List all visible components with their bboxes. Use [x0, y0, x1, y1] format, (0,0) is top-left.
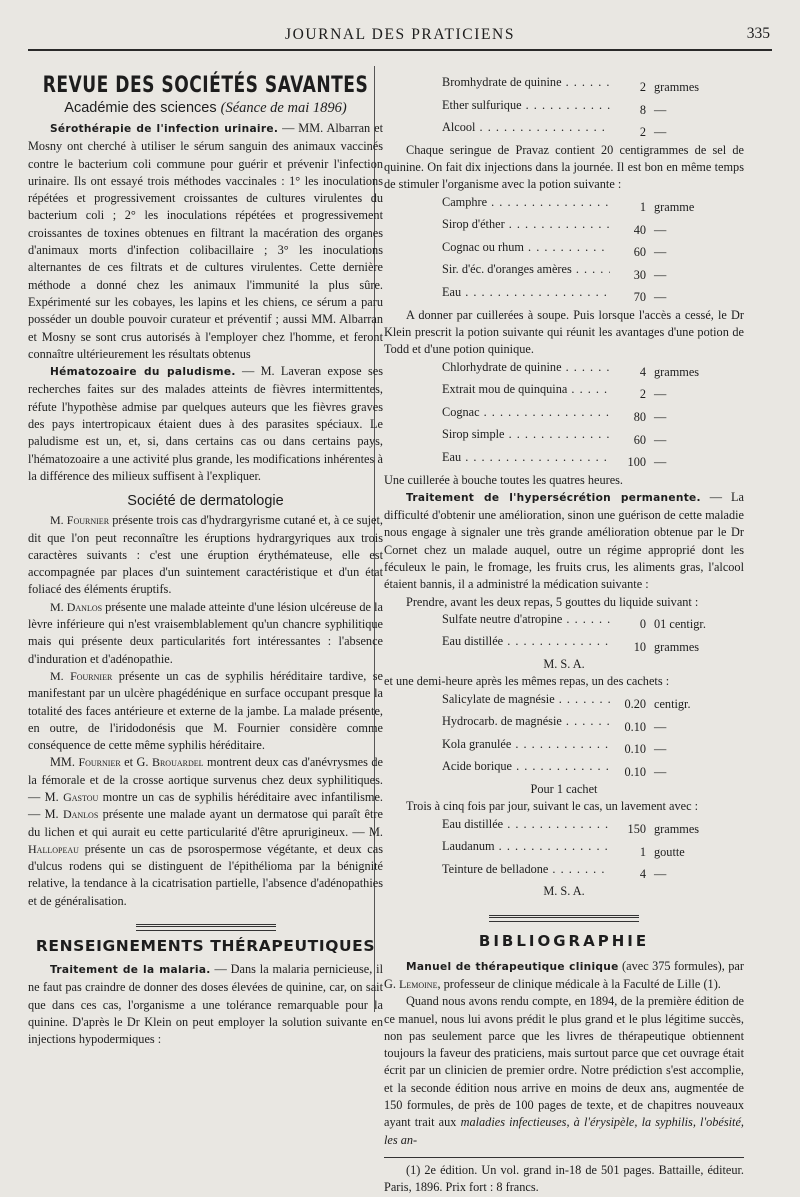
- paragraph-compte-rendu: [384, 993, 744, 1149]
- rx-unit: grammes: [654, 364, 700, 379]
- academie-seance: (Séance de mai 1896): [220, 100, 347, 116]
- paragraph-cuilleree: Une cuillerée à bouche toutes les quatres heures.: [384, 472, 624, 487]
- rx-qty: 80: [633, 410, 646, 425]
- rx-unit: gramme: [654, 199, 695, 214]
- text-et-g: et G.: [120, 755, 152, 770]
- rx-line: [442, 611, 744, 634]
- rx-qty: 60: [633, 432, 646, 447]
- rx-line: [442, 261, 744, 284]
- rx-line: [442, 736, 744, 759]
- rx-qty: 0.10: [624, 764, 646, 779]
- rx-unit: —: [654, 387, 667, 402]
- cachet-label: Pour 1 cachet: [530, 782, 598, 797]
- msa-label-1: M. S. A.: [543, 657, 585, 672]
- rx-name: Eau distillée . . .: [442, 633, 610, 650]
- name-brouardel: Brouardel: [151, 755, 204, 770]
- rx-qty: 4: [639, 867, 646, 882]
- rx-unit: —: [654, 867, 667, 882]
- paragraph-paludisme: [28, 363, 383, 485]
- text-serotherapie: — MM. Albarran et Mosny ont cherché à utiliser le sérum sanguin des animaux vaccinés contre le bacterium coli commune pour guérir et prévenir l'infection urinaire. Ils ont essayé trois méthodes vaccinales : 1° les inoculations répétées et progressivement croissantes de cultures virulentes du bacterium coli ; 2° les inoculations répétées et progressivement croissantes de toxines obtenues en filtrant la macération des organes d'animaux morts d'infection colibacillaire ; 3° les inoculations alternantes de ces filtrats et de cultures virulentes. Cette dernière méthode a donné chez les animaux l'immunité la plus sûre. Expérimenté sur les cobayes, les lapins et les chiens, ce sérum a paru posséder un double pouvoir curateur et préventif ; aussi MM. Albarran et Mosny se sont crus autorisés à l'employer chez l'homme, et feront connaître ultérieurement les résultats obtenus: [28, 121, 383, 361]
- rx-qty: 1: [639, 199, 646, 214]
- text-maladies-italic: maladies infectieuses, à l'érysipèle, la syphilis, l'obésité, les an-: [384, 1115, 744, 1147]
- rx-qty: 0.10: [624, 742, 646, 757]
- rx-qty: 0: [639, 617, 646, 632]
- name-danlos-2: Danlos: [62, 807, 99, 822]
- paragraph-serotherapie: [28, 120, 383, 363]
- rx-qty: 30: [633, 267, 646, 282]
- rx-name: Hydrocarb. de magnésie . . .: [442, 713, 610, 730]
- paragraph-pravaz: Chaque seringue de Pravaz contient 20 centigrammes de sel de quinine. On fait dix injections dans la journée. Il est bon en même temps de stimuler l'organisme avec la potion suivante :: [384, 142, 744, 192]
- rx-name: Cognac ou rhum . . .: [442, 239, 610, 256]
- rx-name: Salicylate de magnésie . . .: [442, 691, 610, 708]
- rx-qty: 100: [627, 455, 646, 470]
- rx-line: [442, 633, 744, 656]
- rx-name: Bromhydrate de quinine . . .: [442, 74, 610, 91]
- section-title-bibliographie: BIBLIOGRAPHIE: [478, 931, 650, 950]
- paragraph-hypersecretion: [384, 489, 744, 594]
- rx-name: Sir. d'éc. d'oranges amères . . .: [442, 261, 610, 278]
- rx-name: Chlorhydrate de quinine . . .: [442, 359, 610, 376]
- rx-qty: 1: [639, 844, 646, 859]
- rx-line: [442, 119, 744, 142]
- rx-qty: 4: [639, 364, 646, 379]
- rx-line: [442, 758, 744, 781]
- rx-name: Kola granulée . . .: [442, 736, 610, 753]
- page-number: 335: [746, 25, 770, 42]
- runin-malaria: Traitement de la malaria.: [50, 964, 211, 977]
- prescription-lavement: [384, 816, 744, 884]
- text-lichen: présente une malade ayant un dermatose qui paraît être du lichen et qui aurait eu cette particularité d'être aprurigineux. — M.: [28, 807, 383, 839]
- left-column: [28, 66, 383, 1049]
- footnote: (1) 2e édition. Un vol. grand in-18 de 501 pages. Battaille, éditeur. Paris, 1896. Prix fort : 8 francs.: [384, 1162, 744, 1195]
- rx-qty: 70: [633, 290, 646, 305]
- rx-name: Eau . . .: [442, 284, 610, 301]
- rx-line: [442, 216, 744, 239]
- rx-line: [442, 74, 744, 97]
- rx-line: [442, 449, 744, 472]
- rx-unit: —: [654, 742, 667, 757]
- prescription-potion-1: [384, 194, 744, 307]
- right-column: [384, 74, 744, 1197]
- rx-unit: —: [654, 410, 667, 425]
- section-title-therapeutiques: RENSEIGNEMENTS THÉRAPEUTIQUES: [35, 937, 376, 956]
- prescription-quinine: [384, 74, 744, 142]
- name-danlos: M. Danlos: [50, 599, 103, 614]
- paragraph-fournier-2: [28, 668, 383, 754]
- runin-hypersecretion: Traitement de l'hypersécrétion permanente.: [406, 491, 701, 504]
- footnote-rule: [384, 1157, 744, 1158]
- rx-unit: —: [654, 222, 667, 237]
- paragraph-danlos: [28, 599, 383, 668]
- rx-name: Eau distillée . . .: [442, 816, 610, 833]
- rx-line: [442, 359, 744, 382]
- runin-paludisme: Hématozoaire du paludisme.: [50, 366, 236, 379]
- paragraph-prendre: Prendre, avant les deux repas, 5 gouttes du liquide suivant :: [406, 594, 699, 609]
- rx-line: [442, 713, 744, 736]
- rx-unit: —: [654, 290, 667, 305]
- text-mm: MM.: [50, 755, 79, 770]
- rx-name: Alcool . . .: [442, 119, 610, 136]
- paragraph-klein: A donner par cuillerées à soupe. Puis lorsque l'accès a cessé, le Dr Klein prescrit la potion suivante qui réunit les avantages d'une potion de Todd et d'une potion quinique.: [384, 307, 744, 357]
- rx-line: [442, 97, 744, 120]
- rx-unit: —: [654, 125, 667, 140]
- rx-line: [442, 239, 744, 262]
- rx-unit: grammes: [654, 80, 700, 95]
- text-anevrysmes: montrent deux cas d'anévrysmes de la fémorale et de la crosse aortique survenus chez deux syphilitiques. — M.: [28, 755, 383, 804]
- rx-line: [442, 426, 744, 449]
- rx-line: [442, 404, 744, 427]
- rx-name: Extrait mou de quinquina . . .: [442, 381, 610, 398]
- rx-line: [442, 861, 744, 884]
- rx-line: [442, 691, 744, 714]
- rx-unit: goutte: [654, 844, 685, 859]
- rx-unit: —: [654, 102, 667, 117]
- name-lemoine: Lemoine: [399, 977, 438, 991]
- rx-line: [442, 284, 744, 307]
- text-fournier-2: présente un cas de syphilis héréditaire tardive, se manifestant par un ulcère phagédénique en surface occupant presque la totalité des faces antérieure et externe de la jambe. La malade présente, en outre, de l'iridodonésis que M. Fournier considère comme conséquence de cette même syphilis héréditaire.: [28, 668, 383, 753]
- text-infantilisme: montre un cas de syphilis héréditaire avec infantilisme. — M.: [28, 789, 383, 822]
- subsection-academie: [28, 100, 383, 117]
- text-hypersecretion: — La difficulté d'obtenir une amélioration, sinon une guérison de cette maladie nous engage à signaler une très grande amélioration obtenue par le Dr Cornet chez un malade auquel, outre un régime approprié dont les féculeux le pain, le fromage, les fruits crus, les aliments gras, l'alcool étaient bannis, il a administré la médication suivante :: [384, 489, 744, 592]
- academie-name: Académie des sciences: [64, 100, 217, 116]
- runin-manuel: Manuel de thérapeutique clinique: [406, 960, 619, 973]
- rx-line: [442, 194, 744, 217]
- prescription-atropine: [384, 611, 744, 656]
- separator-right: [489, 915, 639, 922]
- rx-line: [442, 816, 744, 839]
- paragraph-manuel: [384, 958, 744, 994]
- separator-left: [136, 924, 276, 931]
- rx-unit: grammes: [654, 639, 700, 654]
- rx-line: [442, 381, 744, 404]
- text-manuel: (avec 375 formules), par G.: [384, 958, 744, 991]
- text-psorospermose: présente un cas de psorospermose végétante, et deux cas d'ulcus rodens qui se distinguent de l'épithélioma par la bénignité relative, la tendance à la cicatrisation partielle, l'absence d'adénopathies et de généralisation.: [28, 841, 383, 908]
- journal-title: JOURNAL DES PRATICIENS: [284, 26, 516, 43]
- name-hallopeau: Hallopeau: [28, 841, 79, 856]
- name-gastou: Gastou: [63, 789, 99, 804]
- text-manuel-2: , professeur de clinique médicale à la Faculté de Lille (1).: [437, 977, 721, 991]
- text-compte-rendu: Quand nous avons rendu compte, en 1894, de la première édition de ce manuel, nous lui avons prédit le plus grand et le plus légitime succès, non pas seulement parce que les livres de thérapeutique obtiennent toujours la faveur des praticiens, mais surtout parce que cet ouvrage était écrit par un clinicien de premier ordre. Notre prédiction s'est accomplie, et la seconde édition nous arrive en moins de deux ans, augmentée de 150 formules, de près de 100 pages de texte, et de chapitres nouveaux ayant trait aux: [384, 994, 744, 1130]
- paragraph-demi-heure: et une demi-heure après les mêmes repas, un des cachets :: [384, 674, 670, 689]
- prescription-potion-2: [384, 359, 744, 472]
- name-fournier-2: M. Fournier: [50, 668, 113, 683]
- text-fournier-1: présente trois cas d'hydrargyrisme cutané et, à ce sujet, dit que l'on peut reconnaître les éruptions hydrargyriques aux trois caractères suivants : c'est une éruption érythémateuse, elle est accompagnée par places d'un suintement caractéristique et d'un état foliacé des éléments éruptifs.: [28, 513, 383, 597]
- rx-unit: —: [654, 432, 667, 447]
- rx-name: Sulfate neutre d'atropine . . .: [442, 611, 610, 628]
- rx-qty: 2: [639, 80, 646, 95]
- rx-unit: —: [654, 764, 667, 779]
- name-fournier-1: M. Fournier: [50, 513, 110, 528]
- page-header: [28, 24, 772, 52]
- rx-qty: 10: [633, 639, 646, 654]
- rx-name: Laudanum . . .: [442, 838, 610, 855]
- rx-name: Camphre . . .: [442, 194, 610, 211]
- rx-unit: grammes: [654, 821, 700, 836]
- msa-label-2: M. S. A.: [543, 884, 585, 899]
- paragraph-malaria: [28, 961, 383, 1048]
- rx-unit: —: [654, 719, 667, 734]
- text-paludisme: — M. Laveran expose ses recherches faites sur des malades atteints de fièvres intermittentes, réfute l'hypothèse admise par quelques auteurs que les fièvres graves des pays intertropicaux étaient dues à des parasites spéciaux. Le paludisme est un, et, si, dans certains cas ou dans certains pays, l'hématozoaire a une activité plus grande, les modifications inhérentes à la différence des milieux suffisent à l'expliquer.: [28, 364, 383, 483]
- rx-qty: 40: [633, 222, 646, 237]
- rx-qty: 150: [627, 821, 646, 836]
- rx-qty: 0.20: [624, 696, 646, 711]
- rx-name: Sirop d'éther . . .: [442, 216, 610, 233]
- rx-unit: —: [654, 455, 667, 470]
- rx-qty: 2: [639, 387, 646, 402]
- paragraph-lavement: Trois à cinq fois par jour, suivant le cas, un lavement avec :: [406, 799, 699, 814]
- name-fournier-3: Fournier: [78, 755, 121, 770]
- rx-qty: 0.10: [624, 719, 646, 734]
- section-title-revue: REVUE DES SOCIÉTÉS SAVANTES: [42, 72, 369, 98]
- header-rule: [28, 49, 772, 51]
- rx-unit: 01 centigr.: [654, 617, 706, 632]
- paragraph-multi-cases: [28, 754, 383, 910]
- subsection-dermatologie: Société de dermatologie: [127, 493, 284, 510]
- text-malaria: — Dans la malaria pernicieuse, il ne faut pas craindre de donner des doses élevées de quinine, car, on sait que dans ces cas, l'organisme a une tolérance remarquable pour la quinine. D'après le Dr Klein on peut employer la solution suivante en injections hypodermiques :: [28, 962, 383, 1047]
- rx-name: Acide borique . . .: [442, 758, 610, 775]
- text-danlos: présente une malade atteinte d'une lésion ulcéreuse de la lèvre inférieure qui n'est vraisemblablement qu'un chancre syphilitique mais qui présente deux particularités fort intéressantes : l'absence d'induration et d'adénopathie.: [28, 599, 383, 666]
- rx-name: Sirop simple . . .: [442, 426, 610, 443]
- rx-line: [442, 838, 744, 861]
- rx-name: Cognac . . .: [442, 404, 610, 421]
- rx-unit: —: [654, 245, 667, 260]
- paragraph-fournier-1: [28, 512, 383, 598]
- prescription-cachet: [384, 691, 744, 781]
- rx-unit: centigr.: [654, 696, 691, 711]
- rx-name: Ether sulfurique . . .: [442, 97, 610, 114]
- rx-name: Teinture de belladone . . .: [442, 861, 610, 878]
- rx-qty: 8: [639, 102, 646, 117]
- rx-name: Eau . . .: [442, 449, 610, 466]
- rx-unit: —: [654, 267, 667, 282]
- runin-serotherapie: Sérothérapie de l'infection urinaire.: [50, 123, 279, 135]
- rx-qty: 2: [639, 125, 646, 140]
- rx-qty: 60: [633, 245, 646, 260]
